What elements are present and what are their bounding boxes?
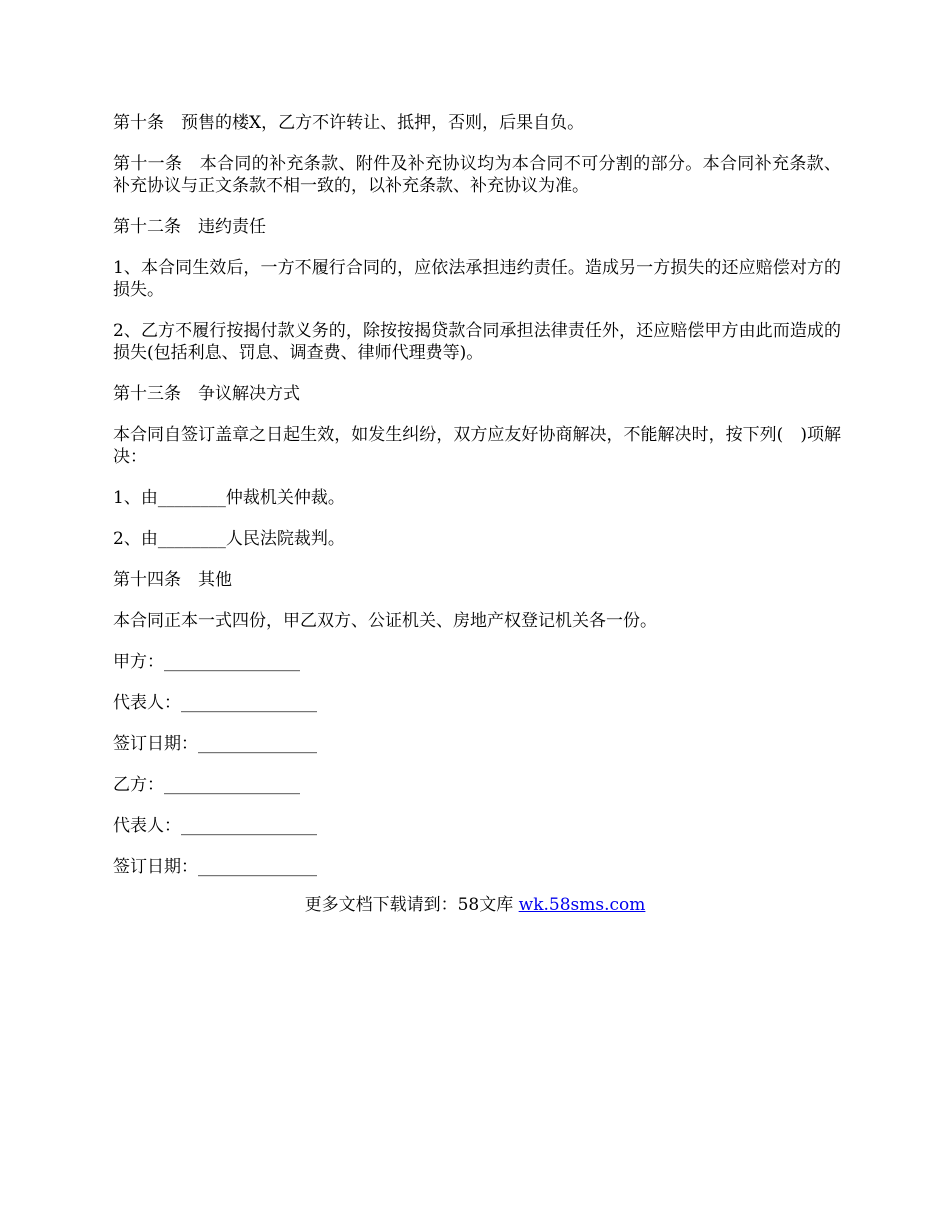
clause-10: 第十条 预售的楼X，乙方不许转让、抵押，否则，后果自负。	[113, 113, 585, 133]
footer-text: 更多文档下载请到：58文库	[304, 895, 519, 915]
clause-11: 第十一条 本合同的补充条款、附件及补充协议均为本合同不可分割的部分。本合同补充条款、补充协议与正文条款不相一致的，以补充条款、补充协议为准。	[113, 154, 841, 196]
footer-link[interactable]: wk.58sms.com	[518, 895, 646, 915]
party-a-representative-line: 代表人：________________	[113, 693, 317, 713]
party-b-signature-line: 乙方：________________	[113, 775, 300, 795]
clause-14-body: 本合同正本一式四份，甲乙双方、公证机关、房地产权登记机关各一份。	[113, 611, 657, 631]
contract-body	[113, 112, 841, 897]
download-footer	[0, 894, 950, 916]
clause-12-heading: 第十二条 违约责任	[113, 217, 266, 237]
clause-12-item-2: 2、乙方不履行按揭付款义务的，除按按揭贷款合同承担法律责任外，还应赔偿甲方由此而造成的损失(包括利息、罚息、调查费、律师代理费等)。	[113, 321, 841, 363]
clause-12-item-1: 1、本合同生效后，一方不履行合同的，应依法承担违约责任。造成另一方损失的还应赔偿对方的损失。	[113, 258, 841, 300]
party-a-signing-date-line: 签订日期：______________	[113, 734, 317, 754]
clause-14-heading: 第十四条 其他	[113, 570, 232, 590]
clause-13-option-1: 1、由________仲裁机关仲裁。	[113, 488, 345, 508]
party-a-signature-line: 甲方：________________	[113, 652, 300, 672]
clause-13-option-2: 2、由________人民法院裁判。	[113, 529, 345, 549]
clause-13-body: 本合同自签订盖章之日起生效，如发生纠纷，双方应友好协商解决，不能解决时，按下列( )项解决：	[113, 425, 841, 467]
party-b-signing-date-line: 签订日期：______________	[113, 857, 317, 877]
clause-13-heading: 第十三条 争议解决方式	[113, 384, 300, 404]
party-b-representative-line: 代表人：________________	[113, 816, 317, 836]
